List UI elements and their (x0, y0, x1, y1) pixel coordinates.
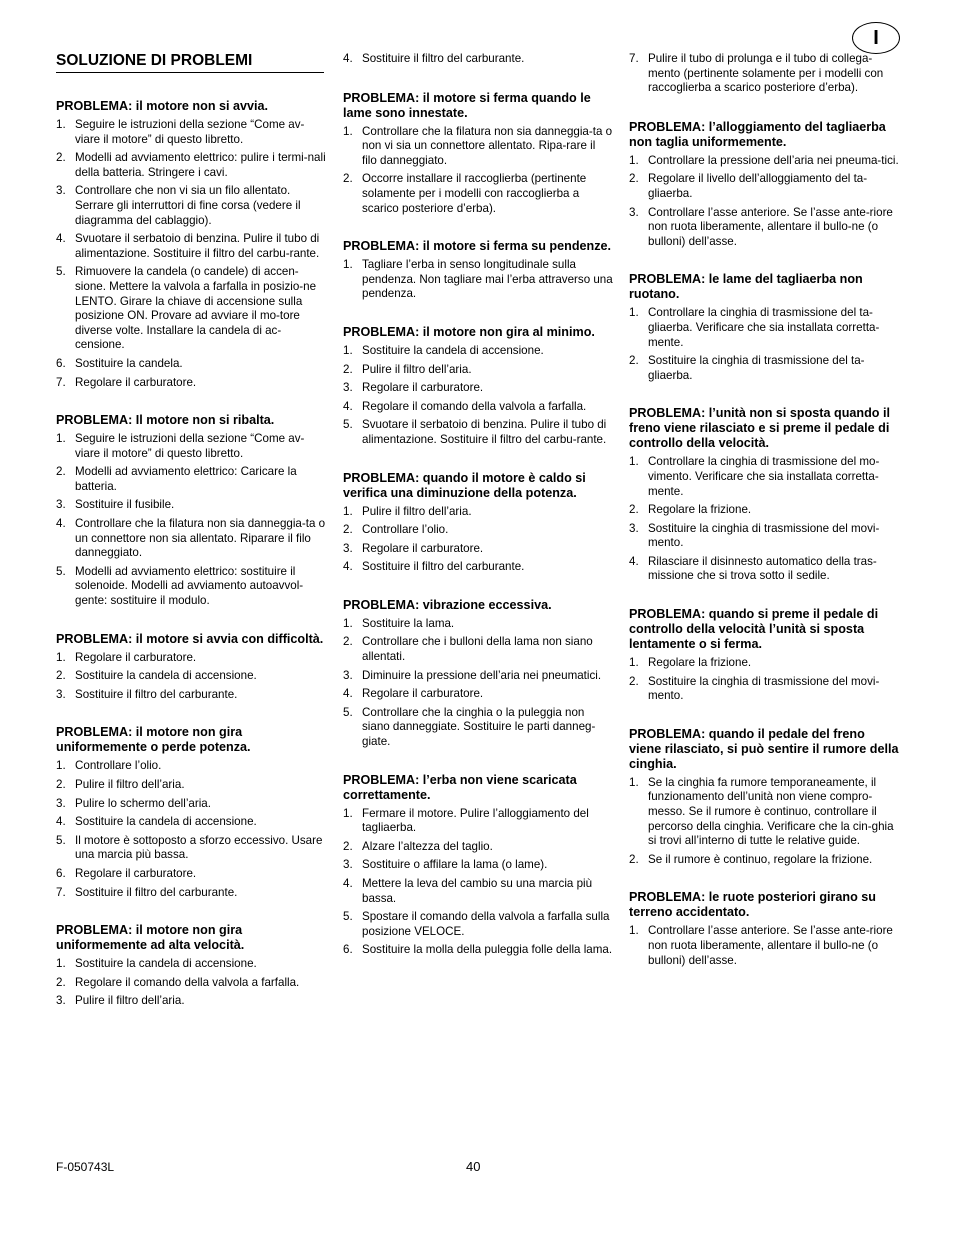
item-number: 5. (343, 705, 353, 719)
item-number: 1. (56, 118, 66, 131)
problem-heading: PROBLEMA: il motore non gira al minimo. (343, 324, 595, 339)
item-text: Pulire il tubo di prolunga e il tubo di collega-mento (pertinente solamente per i modelli con raccoglierba a scarico posteriore d’erba). (648, 52, 884, 95)
item-text: Mettere la leva del cambio su una marcia più bassa. (362, 877, 593, 905)
item-text: Sostituire la lama. (362, 616, 455, 630)
problem-section (629, 52, 899, 96)
item-text: Controllare che i bulloni della lama non siano allentati. (362, 635, 593, 664)
item-text: Pulire il filtro dell’aria. (362, 504, 472, 518)
item-text: Se la cinghia fa rumore temporaneamente, il funzionamento dell’unità non viene compro-messo. Se il rumore è continuo, controllare il percorso della cinghia. Verificare che la cin-ghia si trovi all’interno di tutte le relative guide. (648, 775, 894, 848)
item-text: Regolare la frizione. (648, 656, 752, 670)
item-text: Controllare che la cinghia o la puleggia non siano danneggiate. Sostituire le parti danneg-giate. (362, 705, 596, 749)
problem-heading: PROBLEMA: vibrazione eccessiva. (343, 597, 552, 612)
solution-item (343, 125, 613, 169)
item-text: Diminuire la pressione dell’aria nei pneumatici. (362, 668, 602, 682)
item-text: Svuotare il serbatoio di benzina. Pulire il tubo di alimentazione. Sostituire il filtro del carbu-rante. (75, 232, 320, 260)
solution-list (629, 776, 899, 868)
item-number: 1. (343, 616, 353, 630)
page-number: 40 (466, 1159, 481, 1174)
problem-section (629, 727, 899, 868)
item-text: Controllare che la filatura non sia danneggia-ta o un connettore non sia allentato. Riparare il filo danneggiato. (75, 517, 326, 560)
item-number: 1. (56, 650, 66, 664)
solution-item (56, 778, 326, 793)
solution-item (343, 258, 613, 302)
item-text: Regolare il carburatore. (362, 381, 484, 395)
solution-item (343, 505, 613, 520)
item-number: 1. (343, 504, 353, 518)
item-number: 6. (56, 866, 66, 880)
item-text: Controllare l’olio. (362, 523, 449, 537)
item-number: 3. (56, 184, 66, 198)
item-number: 5. (56, 265, 66, 279)
item-number: 4. (56, 815, 66, 829)
problem-section (56, 413, 326, 609)
solution-item (56, 797, 326, 812)
item-text: Sostituire la candela di accensione. (75, 957, 257, 971)
problem-section (343, 239, 613, 302)
solution-list (56, 651, 326, 703)
problem-section (629, 272, 899, 383)
problem-section (629, 120, 899, 250)
item-text: Sostituire la cinghia di trasmissione del movi-mento. (648, 674, 880, 703)
item-text: Rilasciare il disinnesto automatico della tras-missione che si trova sotto il sedile. (648, 554, 877, 583)
solution-item (629, 776, 899, 849)
solution-list (56, 118, 326, 390)
item-text: Spostare il comando della valvola a farfalla sulla posizione VELOCE. (362, 910, 610, 938)
item-text: Regolare il carburatore. (362, 541, 484, 555)
problem-section (343, 773, 613, 958)
item-number: 3. (56, 994, 66, 1008)
item-text: Svuotare il serbatoio di benzina. Pulire il tubo di alimentazione. Sostituire il filtro del carbu-rante. (362, 418, 607, 446)
solution-item (56, 867, 326, 882)
problem-heading: PROBLEMA: Il motore non si ribalta. (56, 413, 275, 428)
problem-heading: PROBLEMA: il motore si ferma quando le lame sono innestate. (343, 90, 591, 120)
item-text: Rimuovere la candela (o candele) di accen-sione. Mettere la valvola a farfalla in posizio-ne LENTO. Girare la chiave di accensione sulla posizione ON. Provare ad avviare il mo-tore diverse volte. Installare la candela di ac-censione. (75, 265, 317, 352)
item-text: Sostituire o affilare la lama (o lame). (362, 858, 548, 872)
problem-heading: PROBLEMA: quando il motore è caldo si verifica una diminuzione della potenza. (343, 470, 586, 500)
solution-item (629, 455, 899, 499)
problem-section (56, 632, 326, 703)
problem-heading: PROBLEMA: il motore si avvia con difficoltà. (56, 631, 324, 646)
solution-item (629, 52, 899, 96)
item-number: 7. (56, 885, 66, 899)
solution-item (629, 924, 899, 968)
item-text: Occorre installare il raccoglierba (pertinente solamente per i modelli con raccoglierba a scarico posteriore d’erba). (362, 172, 587, 215)
solution-item (343, 617, 613, 632)
problem-section (56, 725, 326, 900)
item-text: Alzare l’altezza del taglio. (362, 839, 493, 853)
solution-item (56, 517, 326, 561)
item-number: 3. (629, 521, 639, 535)
problem-heading: PROBLEMA: quando si preme il pedale di controllo della velocità l’unità si sposta lentamente o si ferma. (629, 607, 879, 652)
item-number: 1. (56, 957, 66, 971)
solution-list (56, 432, 326, 609)
item-number: 4. (343, 399, 353, 413)
item-number: 2. (56, 151, 66, 165)
problem-heading: PROBLEMA: il motore si ferma su pendenze. (343, 239, 612, 254)
problem-section (343, 598, 613, 750)
item-number: 5. (56, 833, 66, 847)
item-number: 3. (629, 205, 639, 219)
item-text: Controllare che la filatura non sia danneggia-ta o non vi sia un connettore allentato. Ripa-rare il filo danneggiato. (362, 124, 613, 167)
problem-heading: PROBLEMA: l’erba non viene scaricata correttamente. (343, 772, 577, 802)
solution-list (56, 957, 326, 1009)
item-number: 1. (629, 775, 639, 789)
item-text: Il motore è sottoposto a sforzo eccessivo. Usare una marcia più bassa. (75, 833, 323, 862)
item-number: 2. (56, 778, 66, 791)
item-text: Sostituire il filtro del carburante. (362, 52, 525, 65)
item-text: Regolare il carburatore. (75, 375, 197, 389)
solution-list (343, 258, 613, 302)
item-number: 3. (56, 687, 66, 701)
solution-item (629, 656, 899, 671)
item-text: Seguire le istruzioni della sezione “Come av-viare il motore” di questo libretto. (75, 432, 305, 460)
solution-list (343, 52, 613, 67)
solution-item (343, 363, 613, 378)
solution-item (56, 265, 326, 353)
solution-item (56, 759, 326, 774)
solution-item (56, 118, 326, 147)
solution-item (629, 675, 899, 704)
solution-item (343, 807, 613, 836)
solution-item (343, 52, 613, 67)
solution-list (343, 125, 613, 217)
problem-section (343, 52, 613, 67)
item-text: Sostituire il filtro del carburante. (362, 560, 525, 574)
solution-item (56, 232, 326, 261)
item-number: 2. (629, 354, 639, 368)
item-number: 4. (343, 877, 353, 890)
item-number: 7. (56, 375, 66, 389)
column-3 (629, 52, 899, 991)
item-text: Regolare il livello dell’alloggiamento del ta-gliaerba. (648, 172, 868, 200)
item-number: 6. (343, 943, 353, 957)
item-number: 3. (343, 858, 353, 872)
solution-list (629, 306, 899, 383)
item-text: Sostituire la candela di accensione. (75, 815, 257, 829)
solution-item (343, 687, 613, 702)
item-number: 2. (343, 362, 353, 376)
item-number: 4. (343, 560, 353, 574)
solution-item (629, 306, 899, 350)
item-number: 2. (56, 465, 66, 479)
problem-section (56, 923, 326, 1009)
problem-section (629, 406, 899, 584)
problem-heading: PROBLEMA: quando il pedale del freno viene rilasciato, si può sentire il rumore della cinghia. (629, 726, 899, 771)
solution-item (343, 669, 613, 684)
solution-item (56, 651, 326, 666)
page-title: SOLUZIONE DI PROBLEMI (56, 52, 324, 73)
solution-list (629, 455, 899, 584)
solution-item (56, 815, 326, 830)
problem-heading: PROBLEMA: le lame del tagliaerba non ruotano. (629, 272, 863, 302)
item-number: 1. (629, 153, 639, 167)
solution-item (343, 344, 613, 359)
item-text: Regolare il carburatore. (75, 866, 197, 880)
column-2 (343, 52, 613, 981)
item-number: 4. (56, 232, 66, 246)
item-number: 3. (56, 796, 66, 810)
item-number: 1. (343, 343, 353, 357)
solution-item (343, 523, 613, 538)
item-text: Controllare l’olio. (75, 759, 162, 773)
solution-item (629, 522, 899, 551)
solution-item (629, 555, 899, 584)
item-text: Modelli ad avviamento elettrico: Caricare la batteria. (75, 465, 297, 493)
item-text: Modelli ad avviamento elettrico: sostituire il solenoide. Modelli ad avviamento autoavvol-gente: sostituire il modulo. (75, 564, 304, 608)
problem-section (629, 607, 899, 704)
item-text: Sostituire il filtro del carburante. (75, 687, 238, 701)
item-number: 2. (629, 172, 639, 186)
item-number: 1. (56, 432, 66, 446)
item-number: 4. (56, 517, 66, 531)
item-text: Regolare il comando della valvola a farfalla. (75, 975, 300, 989)
item-text: Pulire il filtro dell’aria. (75, 778, 185, 791)
item-text: Seguire le istruzioni della sezione “Come av-viare il motore” di questo libretto. (75, 118, 305, 146)
item-number: 4. (343, 52, 353, 65)
solution-item (56, 669, 326, 684)
item-text: Sostituire la cinghia di trasmissione del movi-mento. (648, 521, 880, 550)
item-text: Sostituire il fusibile. (75, 498, 175, 512)
item-number: 2. (629, 674, 639, 688)
item-text: Controllare la cinghia di trasmissione del ta-gliaerba. Verificare che sia installata corretta-mente. (648, 306, 880, 349)
solution-item (56, 376, 326, 391)
solution-item (343, 858, 613, 873)
problem-heading: PROBLEMA: il motore non si avvia. (56, 99, 269, 113)
item-text: Regolare il carburatore. (362, 687, 484, 701)
solution-item (343, 418, 613, 447)
solution-item (629, 354, 899, 383)
item-number: 1. (629, 455, 639, 469)
item-number: 2. (56, 669, 66, 683)
item-text: Controllare l’asse anteriore. Se l’asse ante-riore non ruota liberamente, allentare il bullo-ne (o bulloni) dell’asse. (648, 924, 893, 967)
item-text: Regolare la frizione. (648, 503, 752, 517)
solution-item (56, 151, 326, 180)
solution-list (56, 759, 326, 900)
item-text: Controllare la pressione dell’aria nei pneuma-tici. (648, 153, 899, 167)
item-number: 5. (56, 564, 66, 578)
solution-item (343, 172, 613, 216)
item-number: 1. (343, 258, 353, 272)
solution-item (343, 840, 613, 855)
solution-list (343, 617, 613, 750)
item-number: 2. (343, 523, 353, 537)
item-text: Sostituire la candela di accensione. (362, 343, 544, 357)
problem-heading: PROBLEMA: l’alloggiamento del tagliaerba non taglia uniformemente. (629, 119, 886, 149)
item-number: 4. (629, 554, 639, 568)
solution-item (56, 565, 326, 609)
solution-item (629, 172, 899, 201)
solution-item (343, 635, 613, 664)
item-number: 2. (629, 503, 639, 517)
solution-list (343, 807, 613, 958)
solution-item (56, 184, 326, 228)
solution-item (56, 834, 326, 863)
solution-list (343, 344, 613, 448)
item-number: 1. (629, 656, 639, 670)
item-number: 4. (343, 687, 353, 701)
solution-item (343, 877, 613, 906)
item-number: 2. (343, 172, 353, 186)
item-text: Fermare il motore. Pulire l’alloggiamento del tagliaerba. (362, 806, 589, 835)
item-number: 1. (56, 759, 66, 773)
item-number: 3. (343, 541, 353, 555)
item-text: Regolare il carburatore. (75, 650, 197, 664)
problem-section (56, 99, 326, 390)
solution-item (343, 381, 613, 396)
item-number: 1. (343, 806, 353, 820)
item-text: Controllare la cinghia di trasmissione del mo-vimento. Verificare che sia installata corretta-mente. (648, 455, 880, 498)
solution-item (56, 976, 326, 991)
problem-heading: PROBLEMA: le ruote posteriori girano su terreno accidentato. (629, 890, 876, 920)
solution-item (56, 498, 326, 513)
solution-item (343, 400, 613, 415)
column-1 (56, 52, 326, 1032)
problem-section (343, 325, 613, 448)
item-text: Tagliare l’erba in senso longitudinale sulla pendenza. Non tagliare mai l’erba attraverso una pendenza. (362, 258, 613, 301)
item-text: Controllare che non vi sia un filo allentato. Serrare gli interruttori di fine corsa (vedere il diagramma del cablaggio). (75, 184, 301, 227)
solution-list (629, 656, 899, 704)
solution-item (343, 542, 613, 557)
solution-list (629, 924, 899, 968)
item-number: 3. (343, 668, 353, 682)
problem-section (343, 91, 613, 217)
item-text: Pulire il filtro dell’aria. (75, 994, 185, 1008)
solution-item (56, 688, 326, 703)
item-text: Sostituire la candela di accensione. (75, 669, 257, 683)
language-badge: I (852, 22, 900, 54)
problem-section (343, 471, 613, 575)
item-text: Se il rumore è continuo, regolare la frizione. (648, 852, 873, 866)
solution-item (629, 853, 899, 868)
item-text: Controllare l’asse anteriore. Se l’asse ante-riore non ruota liberamente, allentare il bullo-ne (o bulloni) dell’asse. (648, 205, 893, 248)
item-text: Modelli ad avviamento elettrico: pulire i termi-nali della batteria. Stringere i cavi. (75, 151, 326, 179)
solution-item (56, 432, 326, 461)
problem-heading: PROBLEMA: il motore non gira uniformemente ad alta velocità. (56, 923, 245, 953)
solution-list (629, 52, 899, 96)
solution-item (629, 154, 899, 169)
item-number: 2. (343, 635, 353, 649)
item-number: 7. (629, 52, 639, 65)
item-number: 2. (629, 852, 639, 866)
item-number: 5. (343, 910, 353, 924)
item-text: Sostituire la candela. (75, 356, 183, 370)
solution-item (56, 957, 326, 972)
problem-heading: PROBLEMA: l’unità non si sposta quando il freno viene rilasciato e si preme il pedale di controllo della velocità. (629, 406, 890, 451)
solution-item (343, 943, 613, 958)
item-text: Sostituire il filtro del carburante. (75, 885, 238, 899)
solution-item (56, 357, 326, 372)
problem-heading: PROBLEMA: il motore non gira uniformemente o perde potenza. (56, 725, 251, 755)
solution-item (343, 706, 613, 750)
solution-list (629, 154, 899, 250)
item-number: 6. (56, 356, 66, 370)
item-number: 1. (629, 924, 639, 938)
item-text: Sostituire la molla della puleggia folle della lama. (362, 943, 613, 957)
solution-item (56, 994, 326, 1009)
solution-item (56, 465, 326, 494)
item-number: 2. (56, 975, 66, 989)
item-number: 2. (343, 839, 353, 853)
solution-item (629, 206, 899, 250)
item-text: Pulire lo schermo dell’aria. (75, 796, 211, 810)
item-number: 5. (343, 418, 353, 432)
item-text: Pulire il filtro dell’aria. (362, 362, 472, 376)
document-code: F-050743L (56, 1160, 115, 1174)
solution-item (343, 560, 613, 575)
item-number: 1. (343, 124, 353, 138)
item-number: 1. (629, 306, 639, 320)
solution-item (629, 503, 899, 518)
solution-item (343, 910, 613, 939)
item-number: 3. (56, 498, 66, 512)
problem-section (629, 890, 899, 968)
solution-item (56, 886, 326, 901)
item-text: Regolare il comando della valvola a farfalla. (362, 399, 587, 413)
item-number: 3. (343, 381, 353, 395)
solution-list (343, 505, 613, 575)
item-text: Sostituire la cinghia di trasmissione del ta-gliaerba. (648, 354, 865, 382)
